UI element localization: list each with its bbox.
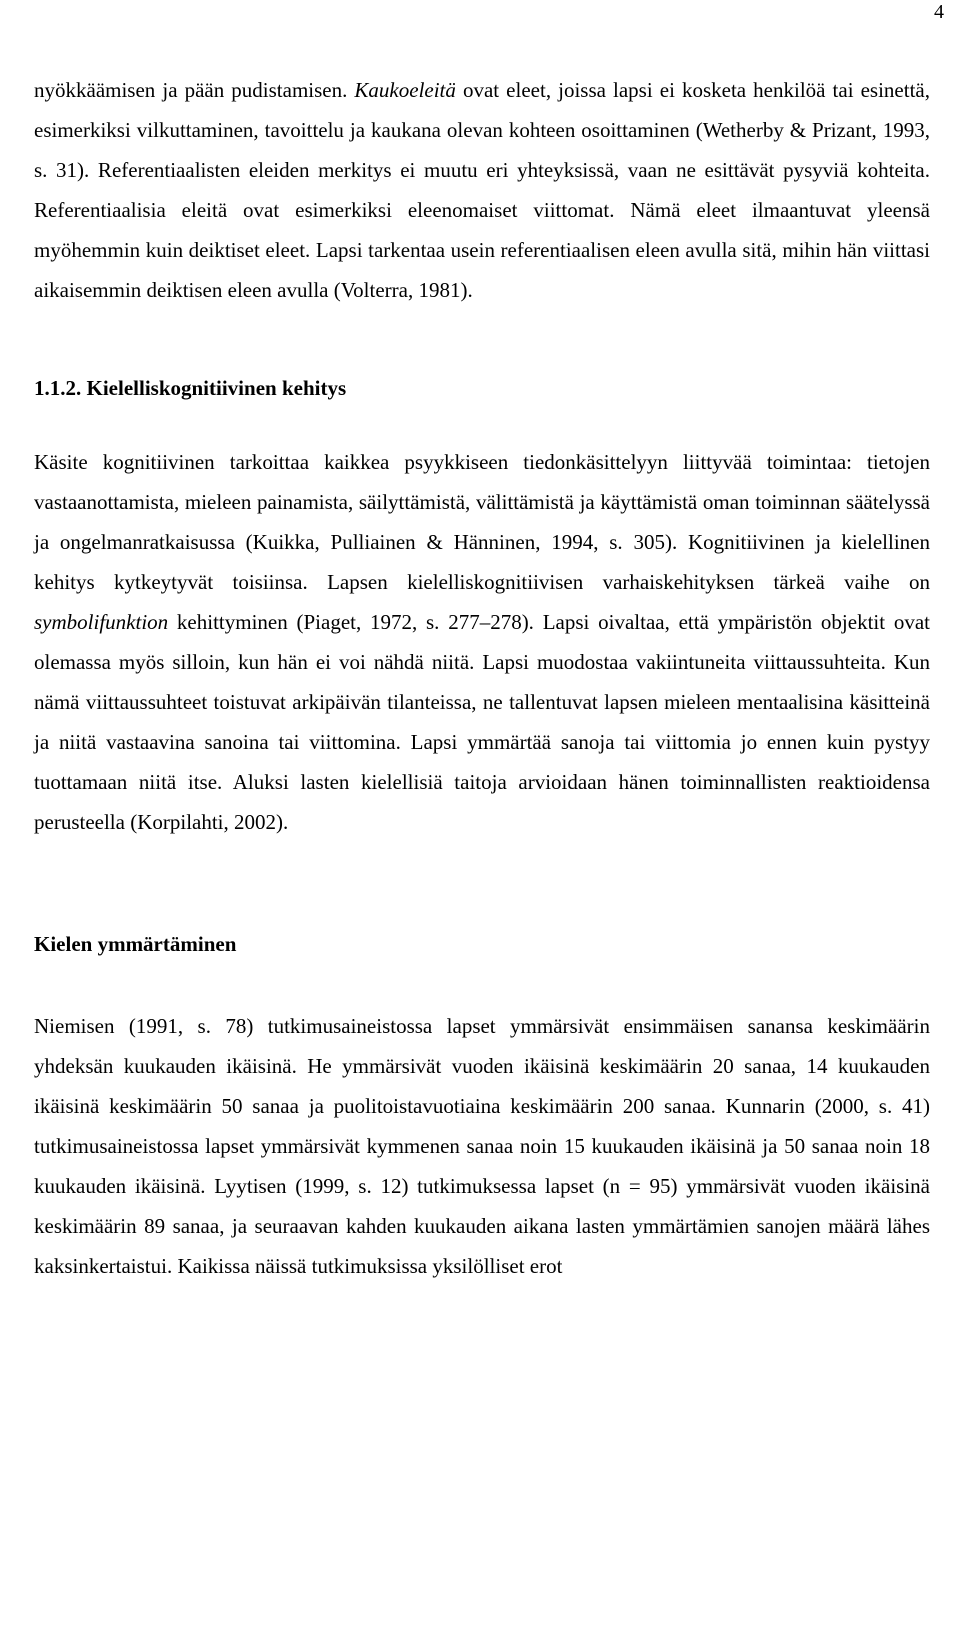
page-number: 4 <box>934 1 944 23</box>
paragraph-comprehension: Niemisen (1991, s. 78) tutkimusaineistossa lapset ymmärsivät ensimmäisen sanansa keskimäärin yhdeksän kuukauden ikäisinä. He ymmärsivät vuoden ikäisinä keskimäärin 20 sanaa, 14 kuukauden ikäisinä keskimäärin 50 sanaa ja puolitoistavuotiaina keskimäärin 200 sanaa. Kunnarin (2000, s. 41) tutkimusaineistossa lapset ymmärsivät kymmenen sanaa noin 15 kuukauden ikäisinä ja 50 sanaa noin 18 kuukauden ikäisinä. Lyytisen (1999, s. 12) tutkimuksessa lapset (n = 95) ymmärsivät vuoden ikäisinä keskimäärin 89 sanaa, ja seuraavan kahden kuukauden aikana lasten ymmärtämien sanojen määrä lähes kaksinkertaistui. Kaikissa näissä tutkimuksissa yksilölliset erot <box>34 1014 930 1278</box>
paragraph-text: kehittyminen (Piaget, 1972, s. 277‒278). Lapsi oivaltaa, että ympäristön objektit ovat olemassa myös silloin, kun hän ei voi nähdä niitä. Lapsi muodostaa vakiintuneita viittaussuhteita. Kun nämä viittaussuhteet toistuvat arkipäivän tilanteissa, ne tallentuvat lapsen mieleen mentaalisina käsitteinä ja niitä vastaavina sanoina tai viittomina. Lapsi ymmärtää sanoja tai viittomia jo ennen kuin pystyy tuottamaan niitä itse. Aluksi lasten kielellisiä taitoja arvioidaan hänen toiminnallisten reaktioidensa perusteella (Korpilahti, 2002). <box>34 610 930 834</box>
paragraph-text: Käsite kognitiivinen tarkoittaa kaikkea psyykkiseen tiedonkäsittelyyn liittyvää toimintaa: tietojen vastaanottamista, mieleen painamista, säilyttämistä, välittämistä ja käyttämistä oman toiminnan säätelyssä ja ongelmanratkaisussa (Kuikka, Pulliainen & Hänninen, 1994, s. 305). Kognitiivinen ja kielellinen kehitys kytkeytyvät toisiinsa. Lapsen kielelliskognitiivisen varhaiskehityksen tärkeä vaihe on <box>34 450 930 594</box>
spacer <box>34 842 930 924</box>
paragraph-cognitive <box>34 442 930 842</box>
spacer <box>34 964 930 1006</box>
document-body <box>34 70 930 1286</box>
italic-term: Kaukoeleitä <box>354 78 456 102</box>
section-heading-cognitive: 1.1.2. Kielelliskognitiivinen kehitys <box>34 376 347 400</box>
section-heading-comprehension: Kielen ymmärtäminen <box>34 932 237 956</box>
paragraph-gestures <box>34 70 930 310</box>
italic-term: symbolifunktion <box>34 610 169 634</box>
paragraph-text: nyökkäämisen ja pään pudistamisen. <box>34 78 355 102</box>
spacer <box>34 310 930 368</box>
spacer <box>34 408 930 442</box>
paragraph-text: ovat eleet, joissa lapsi ei kosketa henkilöä tai esinettä, esimerkiksi vilkuttaminen, tavoittelu ja kaukana olevan kohteen osoittaminen (Wetherby & Prizant, 1993, s. 31). Referentiaalisten eleiden merkitys ei muutu eri yhteyksissä, vaan ne esittävät pysyviä kohteita. Referentiaalisia eleitä ovat esimerkiksi eleenomaiset viittomat. Nämä eleet ilmaantuvat yleensä myöhemmin kuin deiktiset eleet. Lapsi tarkentaa usein referentiaalisen eleen avulla sitä, mihin hän viittasi aikaisemmin deiktisen eleen avulla (Volterra, 1981). <box>34 78 930 302</box>
